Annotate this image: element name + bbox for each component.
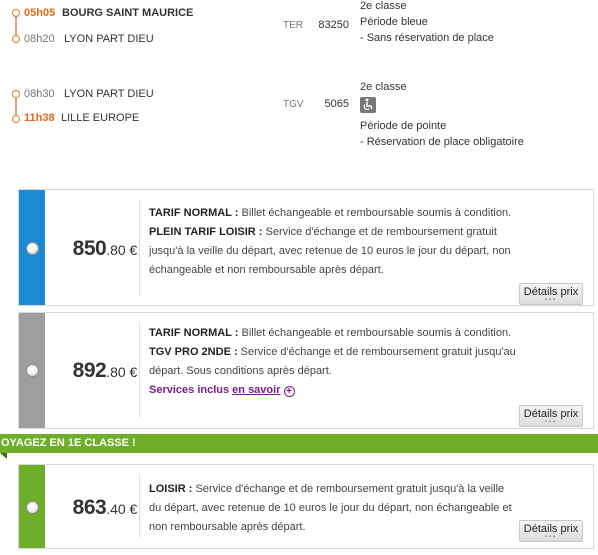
price-main: 863 bbox=[72, 496, 107, 519]
details-label: Détails prix bbox=[523, 408, 579, 420]
dots-icon: ▪▪▪ bbox=[544, 419, 558, 425]
fare-line bbox=[149, 223, 519, 280]
segment-info bbox=[360, 79, 524, 150]
class-label: 2e classe bbox=[360, 0, 407, 12]
train-number: 83250 bbox=[318, 19, 349, 31]
arrival-time: 08h20 bbox=[24, 33, 55, 45]
price-cents: .80 € bbox=[106, 364, 138, 380]
fare-text: Service d'échange et de remboursement gratuit jusqu'au départ. Sous conditions après départ. bbox=[149, 346, 516, 377]
plus-circle-icon[interactable]: + bbox=[284, 386, 295, 397]
fare-line bbox=[149, 343, 519, 381]
arrival-dot bbox=[12, 115, 20, 123]
fare-description bbox=[149, 204, 519, 280]
arrival-dot bbox=[12, 35, 20, 43]
departure-time: 08h30 bbox=[24, 88, 55, 100]
departure-dot bbox=[12, 90, 20, 98]
reservation-label: - Sans réservation de place bbox=[360, 32, 494, 44]
train-number: 5065 bbox=[324, 98, 349, 110]
arrival-city: LYON PART DIEU bbox=[64, 33, 154, 45]
banner-text: OYAGEZ EN 1E CLASSE ! bbox=[1, 437, 136, 449]
class-label: 2e classe bbox=[360, 81, 407, 93]
dots-icon: ▪▪▪ bbox=[544, 297, 558, 303]
fare-description bbox=[149, 480, 519, 537]
fare-text: Service d'échange et de remboursement gratuit jusqu'à la veille du départ, avec retenue de 10 euros le jour du départ, non échangeable et non remboursable après départ. bbox=[149, 483, 512, 533]
learn-more-link[interactable]: en savoir bbox=[232, 384, 281, 396]
fare-price bbox=[55, 359, 155, 383]
departure-dot bbox=[12, 9, 20, 17]
fare-line bbox=[149, 204, 519, 223]
details-price-button[interactable] bbox=[519, 520, 583, 542]
details-label: Détails prix bbox=[523, 523, 579, 535]
wheelchair-icon bbox=[360, 97, 376, 113]
details-price-button[interactable] bbox=[519, 283, 583, 305]
divider bbox=[139, 200, 140, 295]
dots-icon: ▪▪▪ bbox=[544, 534, 558, 540]
departure-time: 05h05 bbox=[24, 7, 56, 19]
train-type: TER bbox=[283, 20, 303, 31]
first-class-banner[interactable] bbox=[0, 434, 598, 453]
period-label: Période de pointe bbox=[360, 120, 447, 132]
segment-1 bbox=[0, 0, 598, 60]
details-label: Détails prix bbox=[523, 286, 579, 298]
fare-price bbox=[55, 237, 155, 261]
services-included bbox=[149, 381, 519, 400]
price-cents: .40 € bbox=[106, 501, 138, 517]
arrival-time: 11h38 bbox=[24, 112, 55, 124]
divider bbox=[139, 475, 140, 538]
fare-radio-button[interactable] bbox=[26, 242, 39, 255]
fare-line bbox=[149, 480, 519, 537]
period-label: Période bleue bbox=[360, 16, 428, 28]
fare-radio-button[interactable] bbox=[26, 501, 39, 514]
fare-title: TARIF NORMAL : bbox=[149, 327, 239, 339]
fare-option-1[interactable] bbox=[18, 189, 594, 306]
fare-title: TGV PRO 2NDE : bbox=[149, 346, 238, 358]
fare-line bbox=[149, 324, 519, 343]
fare-option-2[interactable] bbox=[18, 312, 594, 429]
fare-title: LOISIR : bbox=[149, 483, 193, 495]
train-type: TGV bbox=[283, 99, 304, 110]
fare-title: PLEIN TARIF LOISIR : bbox=[149, 226, 263, 238]
departure-city: LYON PART DIEU bbox=[64, 88, 154, 100]
fare-price bbox=[55, 496, 155, 520]
segment-2 bbox=[0, 78, 598, 148]
banner-fold bbox=[0, 453, 7, 459]
segment-info bbox=[360, 0, 494, 46]
price-main: 850 bbox=[72, 237, 107, 260]
details-price-button[interactable] bbox=[519, 405, 583, 427]
fare-option-3[interactable] bbox=[18, 464, 594, 549]
fare-text: Service d'échange et de remboursement gratuit jusqu'à la veille du départ, avec retenue de 10 euros le jour du départ, non échangeable et non remboursable après départ. bbox=[149, 226, 511, 276]
arrival-city: LILLE EUROPE bbox=[61, 112, 140, 124]
departure-city: BOURG SAINT MAURICE bbox=[62, 7, 194, 19]
reservation-label: - Réservation de place obligatoire bbox=[360, 136, 524, 148]
divider bbox=[139, 323, 140, 418]
fare-text: Billet échangeable et remboursable soumis à condition. bbox=[238, 207, 512, 219]
fare-description bbox=[149, 324, 519, 400]
fare-title: TARIF NORMAL : bbox=[149, 207, 239, 219]
price-main: 892 bbox=[72, 359, 107, 382]
fare-radio-button[interactable] bbox=[26, 364, 39, 377]
price-cents: .80 € bbox=[106, 242, 138, 258]
services-label: Services inclus bbox=[149, 384, 230, 396]
fare-text: Billet échangeable et remboursable soumis à condition. bbox=[238, 327, 512, 339]
